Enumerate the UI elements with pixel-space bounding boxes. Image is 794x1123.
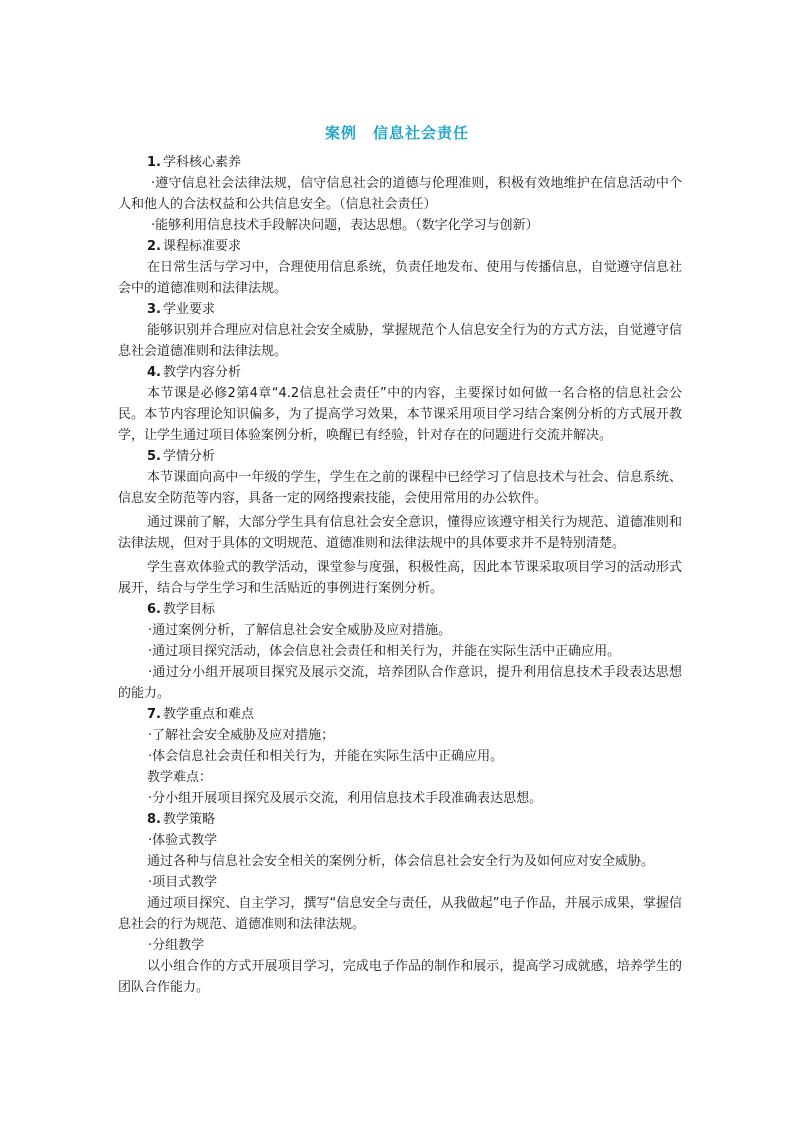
- section-number: 7.: [147, 707, 161, 722]
- section-heading: [118, 704, 682, 725]
- paragraph: ·通过案例分析，了解信息社会安全威胁及应对措施。: [148, 623, 452, 638]
- section-title: 教学目标: [163, 602, 216, 617]
- paragraph: ·了解社会安全威胁及应对措施；: [148, 728, 335, 743]
- paragraph: 通过项目探究、自主学习，撰写“信息安全与责任，从我做起”电子作品，并展示成果，掌握信息社会的行为规范、道德准则和法律法规。: [118, 896, 682, 932]
- paragraph: ·分小组开展项目探究及展示交流，利用信息技术手段准确表达思想。: [148, 791, 543, 806]
- document-body: [118, 152, 682, 998]
- paragraph: ·分组教学: [148, 938, 205, 953]
- paragraph: ·项目式教学: [148, 875, 218, 890]
- paragraph: 本节课面向高中一年级的学生，学生在之前的课程中已经学习了信息技术与社会、信息系统、信息安全防范等内容，具备一定的网络搜索技能，会使用常用的办公软件。: [118, 470, 682, 506]
- paragraph: ·通过分小组开展项目探究及展示交流，培养团队合作意识，提升利用信息技术手段表达思想的能力。: [118, 665, 682, 701]
- section-number: 4.: [147, 365, 161, 380]
- section-heading: [118, 362, 682, 383]
- paragraph: 以小组合作的方式开展项目学习，完成电子作品的制作和展示，提高学习成就感，培养学生的团队合作能力。: [118, 959, 682, 995]
- document-title: 案例 信息社会责任: [324, 124, 469, 142]
- section-number: 2.: [147, 239, 161, 254]
- section-number: 1.: [147, 155, 161, 170]
- paragraph: 通过各种与信息社会安全相关的案例分析，体会信息社会安全行为及如何应对安全威胁。: [147, 854, 655, 869]
- section-number: 6.: [147, 602, 161, 617]
- paragraph: ·遵守信息社会法律法规，信守信息社会的道德与伦理准则，积极有效地维护在信息活动中个人和他人的合法权益和公共信息安全。（信息社会责任）: [118, 176, 682, 212]
- section-title: 教学重点和难点: [163, 707, 255, 722]
- paragraph: ·通过项目探究活动，体会信息社会责任和相关行为，并能在实际生活中正确应用。: [148, 644, 621, 659]
- section-heading: [118, 809, 682, 830]
- paragraph: 本节课是必修2第4章“4.2信息社会责任”中的内容，主要探讨如何做一名合格的信息社会公民。本节内容理论知识偏多，为了提高学习效果，本节课采用项目学习结合案例分析的方式展开教学，让学生通过项目体验案例分析，唤醒已有经验，针对存在的问题进行交流并解决。: [118, 386, 682, 443]
- paragraph: 教学难点：: [147, 770, 213, 785]
- section-heading: [118, 446, 682, 467]
- paragraph: ·体验式教学: [148, 833, 218, 848]
- paragraph: 能够识别并合理应对信息社会安全威胁，掌握规范个人信息安全行为的方式方法，自觉遵守信息社会道德准则和法律法规。: [118, 323, 682, 359]
- section-title: 学科核心素养: [163, 155, 242, 170]
- section-number: 5.: [147, 449, 161, 464]
- section-heading: [118, 299, 682, 320]
- section-title: 教学策略: [163, 812, 216, 827]
- section-title: 教学内容分析: [163, 365, 242, 380]
- paragraph: 学生喜欢体验式的教学活动，课堂参与度强，积极性高，因此本节课采取项目学习的活动形式展开，结合与学生学习和生活贴近的事例进行案例分析。: [118, 560, 682, 596]
- section-title: 课程标准要求: [163, 239, 242, 254]
- section-title: 学业要求: [163, 302, 216, 317]
- paragraph: 在日常生活与学习中，合理使用信息系统，负责任地发布、使用与传播信息，自觉遵守信息社会中的道德准则和法律法规。: [118, 260, 682, 296]
- section-heading: [118, 152, 682, 173]
- section-heading: [118, 599, 682, 620]
- section-number: 3.: [147, 302, 161, 317]
- section-title: 学情分析: [163, 449, 216, 464]
- section-heading: [118, 236, 682, 257]
- paragraph: 通过课前了解，大部分学生具有信息社会安全意识，懂得应该遵守相关行为规范、道德准则和法律法规，但对于具体的文明规范、道德准则和法律法规中的具体要求并不是特别清楚。: [118, 515, 682, 551]
- section-number: 8.: [147, 812, 161, 827]
- paragraph: ·能够利用信息技术手段解决问题，表达思想。（数字化学习与创新）: [151, 218, 539, 233]
- paragraph: ·体会信息社会责任和相关行为，并能在实际生活中正确应用。: [148, 749, 504, 764]
